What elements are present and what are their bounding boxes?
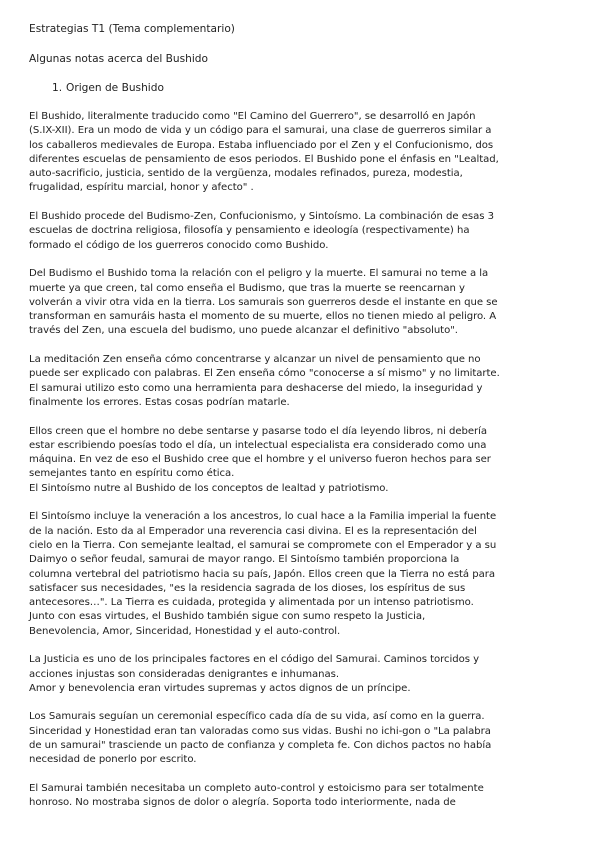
paragraph: La Justicia es uno de los principales factores en el código del Samurai. Caminos torcidos y acciones injustas son consideradas denigrantes e inhumanas. Amor y benevolencia eran virtudes supremas y actos dignos de un príncipe. [29, 654, 480, 694]
paragraph: Ellos creen que el hombre no debe sentarse y pasarse todo el día leyendo libros, ni debería estar escribiendo poesías todo el día, un intelectual especialista era considerado como una máquina. En vez de eso el Bushido cree que el hombre y el universo fueron hechos para ser semejantes tanto en espíritu como ética. El Sintoísmo nutre al Bushido de los conceptos de lealtad y patriotismo. [29, 425, 491, 494]
document-title: Estrategias T1 (Tema complementario) [29, 23, 235, 35]
section-heading-text: Origen de Bushido [66, 82, 164, 94]
paragraph: El Sintoísmo incluye la veneración a los ancestros, lo cual hace a la Familia imperial la fuente de la nación. Esto da al Emperador una reverencia casi divina. El es la representación del cielo en la Tierra. Con semejante lealtad, el samurai se compromete con el Emperador y a su Daimyo o señor feudal, samurai de mayor rango. El Sintoísmo también proporciona la columna vertebral del patriotismo hacia su país, Japón. Ellos creen que la Tierra no está para satisfacer sus necesidades, "es la residencia sagrada de los dioses, los espíritus de sus antecesores…". La Tierra es cuidada, protegida y alimentada por un intenso patriotismo. Junto con esas virtudes, el Bushido también sigue con sumo respeto la Justicia, Benevolencia, Amor, Sinceridad, Honestidad y el auto-control. [29, 511, 497, 637]
paragraph: Los Samurais seguían un ceremonial específico cada día de su vida, así como en la guerra. Sinceridad y Honestidad eran tan valoradas como sus vidas. Bushi no ichi-gon o "La palabra de un samurai" trasciende un pacto de confianza y completa fe. Con dichos pactos no había necesidad de ponerlo por escrito. [29, 711, 492, 766]
paragraph: Del Budismo el Bushido toma la relación con el peligro y la muerte. El samurai no teme a la muerte ya que creen, tal como enseña el Budismo, que tras la muerte se reencarnan y volverán a vivir otra vida en la tierra. Los samurais son guerreros desde el instante en que se transforman en samuráis hasta el momento de su muerte, ellos no tienen miedo al peligro. A través del Zen, una escuela del budismo, uno puede alcanzar el definitivo "absoluto". [29, 268, 498, 337]
paragraph: El Bushido, literalmente traducido como "El Camino del Guerrero", se desarrolló en Japón (S.IX-XII). Era un modo de vida y un código para el samurai, una clase de guerreros similar a los caballeros medievales de Europa. Estaba influenciado por el Zen y el Confucionismo, dos diferentes escuelas de pensamiento de esos periodos. El Bushido pone el énfasis en "Lealtad, auto-sacrificio, justicia, sentido de la vergüenza, modales refinados, pureza, modestia, frugalidad, espíritu marcial, honor y afecto" . [29, 111, 499, 194]
paragraph: El Bushido procede del Budismo-Zen, Confucionismo, y Sintoísmo. La combinación de esas 3 escuelas de doctrina religiosa, filosofía y pensamiento e ideología (respectivamente) ha formado el código de los guerreros conocido como Bushido. [29, 211, 494, 251]
document-subtitle: Algunas notas acerca del Bushido [29, 53, 209, 65]
section-number: 1. [52, 82, 63, 94]
paragraph: La meditación Zen enseña cómo concentrarse y alcanzar un nivel de pensamiento que no puede ser explicado con palabras. El Zen enseña cómo "conocerse a sí mismo" y no limitarte. El samurai utilizo esto como una herramienta para deshacerse del miedo, la inseguridad y finalmente los errores. Estas cosas podrían matarle. [29, 354, 500, 408]
section-heading [29, 81, 577, 95]
document-page [29, 22, 577, 825]
paragraph: El Samurai también necesitaba un completo auto-control y estoicismo para ser totalmente honroso. No mostraba signos de dolor o alegría. Soporta todo interiormente, nada de [29, 782, 484, 809]
